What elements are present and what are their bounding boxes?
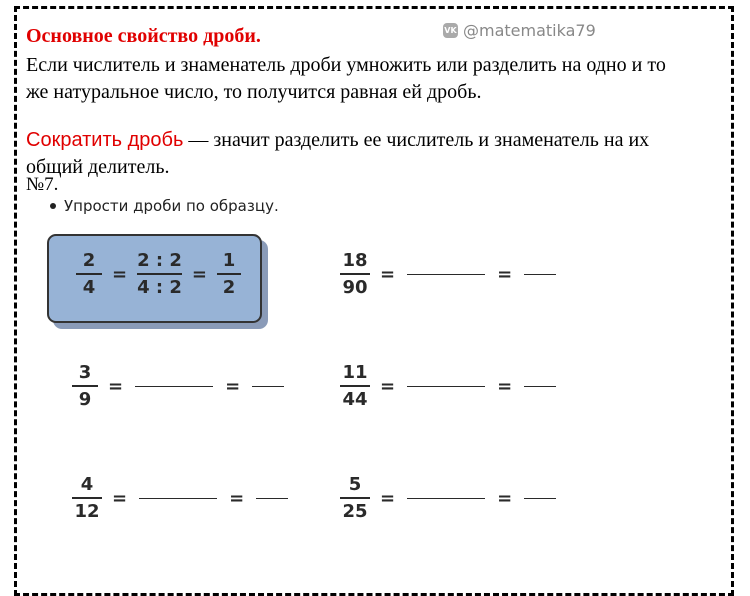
bullet-icon (50, 203, 56, 209)
vk-icon: VK (443, 23, 458, 38)
exercise-4 (68, 475, 294, 522)
exercise-fraction (72, 475, 102, 522)
answer-blank[interactable] (524, 386, 556, 388)
reduce-definition (26, 127, 726, 181)
denominator: 25 (342, 501, 368, 522)
equals-sign: = (108, 376, 124, 397)
property-line-1: Если числитель и знаменатель дроби умножить или разделить на одно и то (26, 54, 666, 76)
equals-sign: = (112, 264, 128, 285)
equals-sign: = (229, 488, 245, 509)
sample-fraction-1 (76, 251, 102, 298)
exercise-2 (68, 363, 290, 410)
equals-sign: = (225, 376, 241, 397)
sample-fraction-2 (137, 251, 182, 298)
equals-sign: = (191, 264, 207, 285)
sample-fraction-3 (217, 251, 241, 298)
instruction-text: Упрости дроби по образцу. (64, 197, 279, 215)
denominator: 90 (342, 277, 368, 298)
numerator: 4 (80, 474, 94, 495)
answer-blank[interactable] (407, 498, 485, 500)
exercise-1 (336, 251, 562, 298)
sample-equation (72, 251, 245, 298)
numerator: 18 (342, 250, 368, 271)
answer-blank[interactable] (252, 386, 284, 388)
equals-sign: = (112, 488, 128, 509)
equals-sign: = (380, 376, 396, 397)
numerator: 1 (222, 250, 236, 271)
equals-sign: = (497, 264, 513, 285)
exercise-fraction (340, 475, 370, 522)
answer-blank[interactable] (524, 498, 556, 500)
answer-blank[interactable] (256, 498, 288, 500)
watermark (443, 21, 596, 40)
section-title: Основное свойство дроби. (26, 25, 261, 47)
numerator: 11 (342, 362, 368, 383)
answer-blank[interactable] (407, 386, 485, 388)
equals-sign: = (497, 488, 513, 509)
denominator: 9 (78, 389, 92, 410)
exercise-fraction (340, 251, 370, 298)
answer-blank[interactable] (407, 274, 485, 276)
reduce-term: Сократить дробь (26, 129, 184, 151)
answer-blank[interactable] (139, 498, 217, 500)
watermark-text: @matematika79 (463, 21, 596, 40)
instruction (50, 197, 279, 215)
property-line-2: же натуральное число, то получится равная ей дробь. (26, 81, 482, 103)
reduce-line-2: общий делитель. (26, 156, 170, 178)
denominator: 44 (342, 389, 368, 410)
exercise-fraction (340, 363, 370, 410)
denominator: 4 : 2 (137, 277, 182, 298)
numerator: 2 : 2 (137, 250, 182, 271)
property-text (26, 52, 726, 106)
numerator: 5 (348, 474, 362, 495)
reduce-line-1 (26, 127, 726, 154)
equals-sign: = (497, 376, 513, 397)
exercise-3 (336, 363, 562, 410)
answer-blank[interactable] (135, 386, 213, 388)
equals-sign: = (380, 264, 396, 285)
numerator: 2 (82, 250, 96, 271)
denominator: 4 (82, 277, 96, 298)
equals-sign: = (380, 488, 396, 509)
exercise-5 (336, 475, 562, 522)
reduce-rest-1: — значит разделить ее числитель и знаменатель на их (183, 129, 650, 151)
denominator: 2 (222, 277, 236, 298)
numerator: 3 (78, 362, 92, 383)
answer-blank[interactable] (524, 274, 556, 276)
task-number: №7. (26, 174, 59, 195)
denominator: 12 (74, 501, 100, 522)
exercise-fraction (72, 363, 98, 410)
